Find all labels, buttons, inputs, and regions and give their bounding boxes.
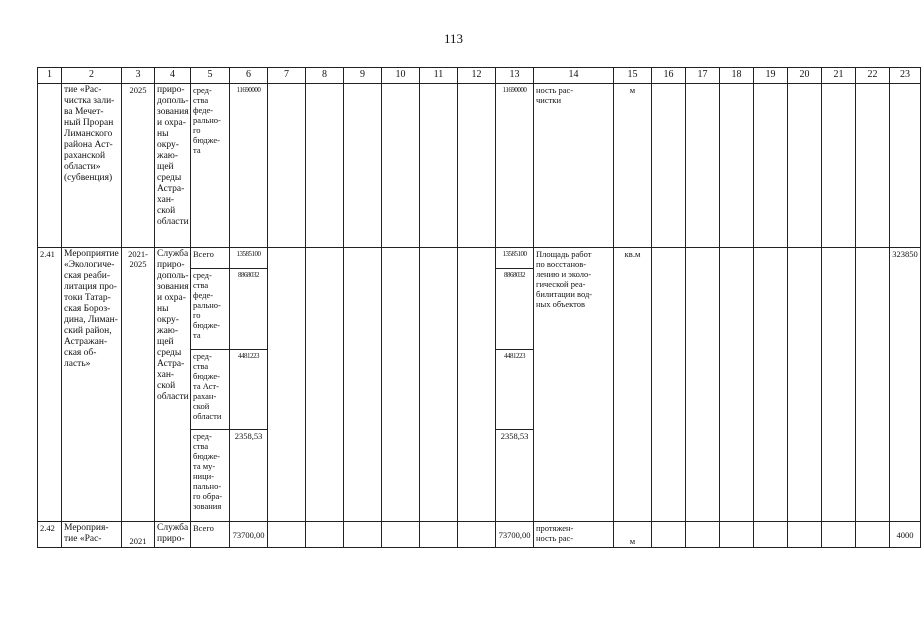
col-header: 1 [38, 68, 62, 84]
col-header: 9 [344, 68, 382, 84]
amount-total: 73700,00 [230, 522, 268, 548]
col-header: 4 [155, 68, 191, 84]
amount-2025: 4481223 [496, 350, 534, 430]
col-header: 2 [62, 68, 122, 84]
column-number-row [38, 68, 921, 84]
amount-2025: 2358,53 [496, 430, 534, 522]
col-header: 19 [754, 68, 788, 84]
funding-source: сред- ства бюдже- та Аст- рахан- ской области [191, 350, 230, 430]
target-value: 323850 [890, 248, 921, 522]
col-header: 11 [420, 68, 458, 84]
program-table [37, 67, 921, 548]
period: 2021- 2025 [122, 248, 155, 522]
unit: м [614, 522, 652, 548]
col-header: 22 [856, 68, 890, 84]
funding-source: сред- ства бюдже- та му- ници- пально- го обра- зования [191, 430, 230, 522]
measure-name: тие «Рас- чистка зали- ва Мечет- ный Проран Лиманского района Аст- раханской области» (субвенция) [62, 84, 122, 248]
indicator-name: ность рас- чистки [534, 84, 614, 248]
col-header: 6 [230, 68, 268, 84]
amount-2025: 13585100 [496, 248, 534, 269]
measure-name: Мероприя- тие «Рас- [62, 522, 122, 548]
col-header: 23 [890, 68, 921, 84]
funding-source: сред- ства феде- рально- го бюдже- та [191, 269, 230, 350]
col-header: 7 [268, 68, 306, 84]
amount-2025: 73700,00 [496, 522, 534, 548]
col-header: 20 [788, 68, 822, 84]
period: 2025 [122, 84, 155, 248]
col-header: 8 [306, 68, 344, 84]
amount-2025: 11690000 [496, 84, 534, 248]
amount-total: 2358,53 [230, 430, 268, 522]
amount-total: 13585100 [230, 248, 268, 269]
amount-total: 4481223 [230, 350, 268, 430]
col-header: 5 [191, 68, 230, 84]
col-header: 18 [720, 68, 754, 84]
col-header: 16 [652, 68, 686, 84]
target-value: 4000 [890, 522, 921, 548]
funding-source: Всего [191, 522, 230, 548]
col-header: 13 [496, 68, 534, 84]
col-header: 3 [122, 68, 155, 84]
col-header: 21 [822, 68, 856, 84]
unit: м [614, 84, 652, 248]
row-number: 2.41 [38, 248, 62, 522]
amount-2025: 8868032 [496, 269, 534, 350]
row-number: 2.42 [38, 522, 62, 548]
table-row [38, 84, 921, 248]
col-header: 15 [614, 68, 652, 84]
amount-total: 11690000 [230, 84, 268, 248]
measure-name: Мероприятие «Экологиче- ская реаби- литация про- токи Татар- ская Бороз- дина, Лиман- ский район, Астражан- ская об- ласть» [62, 248, 122, 522]
executor: Служба приро- [155, 522, 191, 548]
executor: Служба приро- дополь- зования и охра- ны окру- жаю- щей среды Астра- хан- ской области [155, 248, 191, 522]
indicator-name: протяжен- ность рас- [534, 522, 614, 548]
col-header: 14 [534, 68, 614, 84]
funding-source: сред- ства феде- рально- го бюдже- та [191, 84, 230, 248]
unit: кв.м [614, 248, 652, 522]
indicator-name: Площадь работ по восстанов- лению и эколо- гической реа- билитации вод- ных объектов [534, 248, 614, 522]
table-row [38, 248, 921, 269]
table-row [38, 522, 921, 548]
funding-source: Всего [191, 248, 230, 269]
amount-total: 8868032 [230, 269, 268, 350]
col-header: 10 [382, 68, 420, 84]
page-number: 113 [444, 31, 464, 46]
period: 2021 [122, 522, 155, 548]
col-header: 12 [458, 68, 496, 84]
col-header: 17 [686, 68, 720, 84]
executor: приро- дополь- зования и охра- ны окру- жаю- щей среды Астра- хан- ской области [155, 84, 191, 248]
